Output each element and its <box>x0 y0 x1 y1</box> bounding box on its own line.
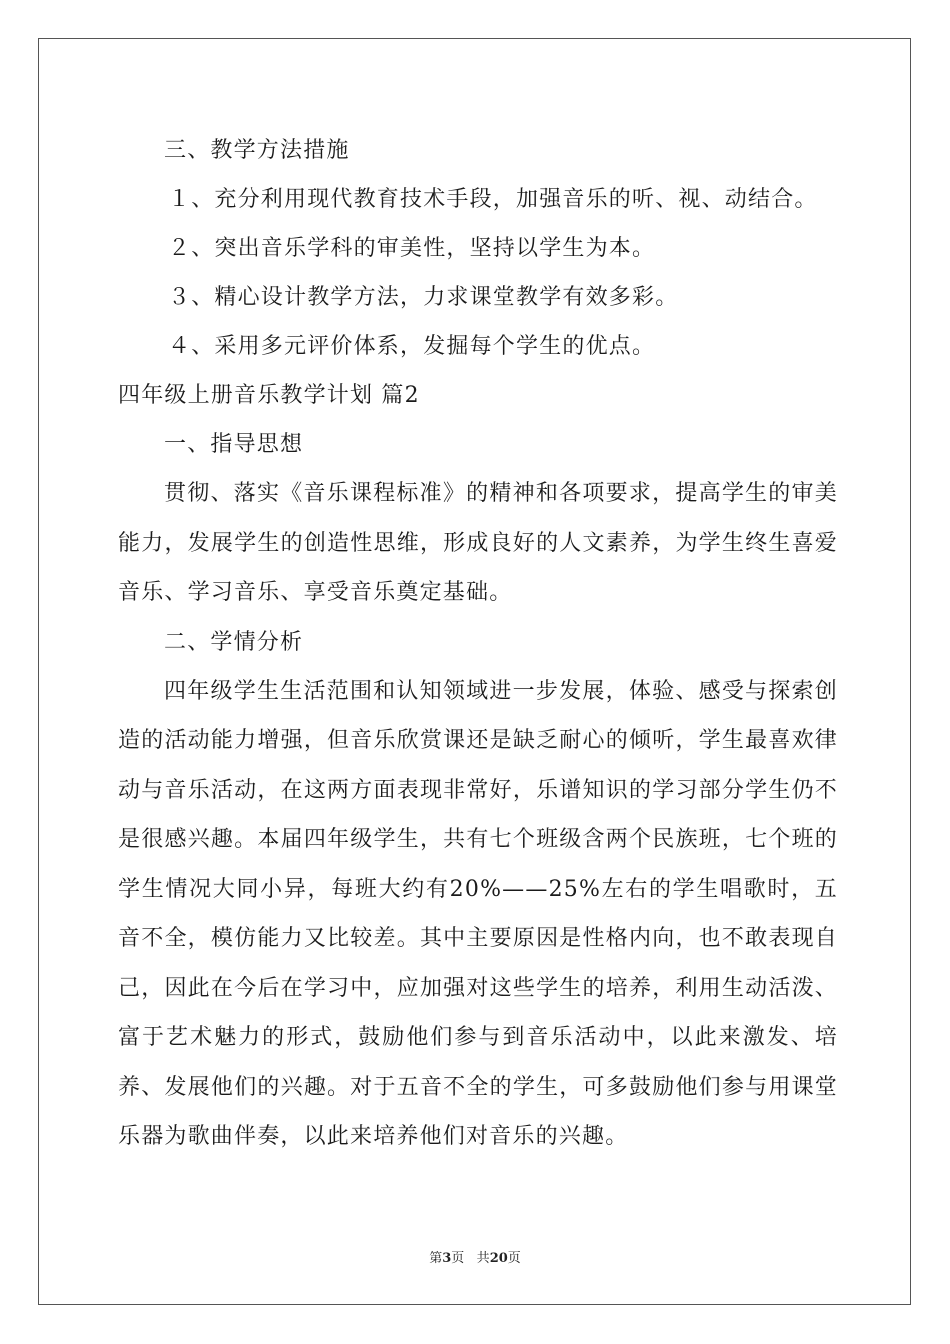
footer-page-word: 页 <box>451 1251 465 1266</box>
document-body <box>118 126 838 1162</box>
footer-prefix: 第 <box>429 1251 443 1266</box>
footer-total-pages: 20 <box>489 1251 508 1266</box>
method-item-3: ３、精心设计教学方法，力求课堂教学有效多彩。 <box>168 285 679 310</box>
footer-current-page: 3 <box>442 1251 452 1266</box>
section-heading-methods: 三、教学方法措施 <box>164 138 350 163</box>
method-item-4: ４、采用多元评价体系，发掘每个学生的优点。 <box>168 334 656 359</box>
guiding-thought-paragraph: 贯彻、落实《音乐课程标准》的精神和各项要求，提高学生的审美能力，发展学生的创造性思维，形成良好的人文素养，为学生终生喜爱音乐、学习音乐、享受音乐奠定基础。 <box>118 481 838 605</box>
method-item-2: ２、突出音乐学科的审美性，坚持以学生为本。 <box>168 236 656 261</box>
page-footer <box>0 1247 950 1266</box>
section-heading-guiding-thought: 一、指导思想 <box>164 432 304 457</box>
method-item-1: １、充分利用现代教育技术手段，加强音乐的听、视、动结合。 <box>168 187 818 212</box>
document-title-part2: 四年级上册音乐教学计划 篇2 <box>118 383 420 408</box>
footer-total-suffix: 页 <box>507 1251 521 1266</box>
student-analysis-paragraph: 四年级学生生活范围和认知领域进一步发展，体验、感受与探索创造的活动能力增强，但音乐欣赏课还是缺乏耐心的倾听，学生最喜欢律动与音乐活动，在这两方面表现非常好，乐谱知识的学习部分学生仍不是很感兴趣。本届四年级学生，共有七个班级含两个民族班，七个班的学生情况大同小异，每班大约有20%——25%左右的学生唱歌时，五音不全，模仿能力又比较差。其中主要原因是性格内向，也不敢表现自己，因此在今后在学习中，应加强对这些学生的培养，利用生动活泼、富于艺术魅力的形式，鼓励他们参与到音乐活动中，以此来激发、培养、发展他们的兴趣。对于五音不全的学生，可多鼓励他们参与用课堂乐器为歌曲伴奏，以此来培养他们对音乐的兴趣。 <box>118 678 838 1149</box>
section-heading-student-analysis: 二、学情分析 <box>164 629 304 655</box>
footer-total-prefix: 共 <box>476 1251 490 1266</box>
